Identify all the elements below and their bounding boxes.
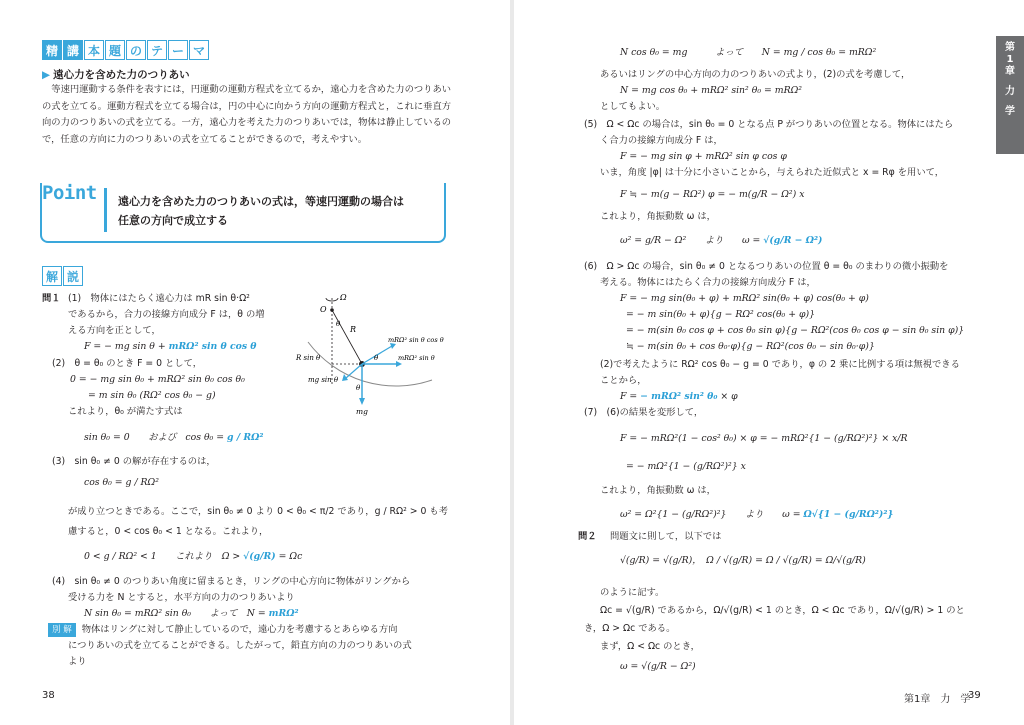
equation: F = − mRΩ²(1 − cos² θ₀) × φ = − mRΩ²{1 − (g/RΩ²)²} × x/R — [620, 433, 908, 444]
answer-line: (4) sin θ₀ ≠ 0 のつりあい角度に留まるとき，リングの中心方向に物体がリングから — [52, 576, 411, 587]
answer-line: これより，角振動数 ω は， — [600, 211, 716, 222]
answer-line: より — [68, 656, 87, 667]
triangle-icon: ▶ — [42, 69, 51, 81]
kaisetsu-char: 説 — [63, 266, 83, 286]
answer-line: える方向を正として， — [68, 325, 161, 336]
answer-line: 考える。物体にはたらく合力の接線方向成分 F は， — [600, 277, 816, 288]
page-number-right: 39 — [968, 690, 981, 701]
equation: √(g/R) = √(g/R)， Ω / √(g/R) = Ω / √(g/R) = Ω/√(g/R) — [620, 555, 866, 566]
page-number-left: 38 — [42, 690, 55, 701]
equation: ω² = Ω²{1 − (g/RΩ²)²} より ω = Ω√{1 − (g/RΩ²)²} — [620, 509, 894, 520]
section-header — [42, 40, 209, 60]
answer-line: (6) Ω > Ωc の場合，sin θ₀ ≠ 0 となるつりあいの位置 θ = θ₀ のまわりの微小振動を — [584, 261, 949, 272]
equation: = − mΩ²{1 − (g/RΩ²)²} x — [626, 461, 746, 472]
radius-line — [332, 310, 362, 364]
header-char: テ — [147, 40, 167, 60]
betsu-badge: 別 解 — [48, 623, 76, 637]
answer-line: のように記す。 — [600, 587, 665, 598]
point-text: 遠心力を含めた力のつりあいの式は，等速円運動の場合は 任意の方向で成立する — [118, 195, 404, 227]
fig-label: R — [350, 325, 357, 334]
answer-line: あるいはリングの中心方向の力のつりあいの式より，(2)の式を考慮して， — [600, 69, 911, 80]
answer-line: 受ける力を N とすると，水平方向の力のつりあいより — [68, 592, 295, 603]
fig-label: mRΩ² sin θ — [398, 354, 435, 362]
equation: = − m sin(θ₀ + φ){g − RΩ² cos(θ₀ + φ)} — [626, 309, 816, 320]
equation: sin θ₀ = 0 および cos θ₀ = g / RΩ² — [84, 432, 264, 443]
header-char: 講 — [63, 40, 83, 60]
header-char: の — [126, 40, 146, 60]
equation: 0 = − mg sin θ₀ + mRΩ² sin θ₀ cos θ₀ — [70, 374, 245, 385]
question-2-label: 問２ — [578, 531, 597, 542]
equation: cos θ₀ = g / RΩ² — [84, 477, 159, 488]
answer-line: 別 解 物体はリングに対して静止しているので，遠心力を考慮するとあらゆる方向 — [48, 623, 397, 637]
answer-line: き，Ω > Ωc である。 — [584, 623, 676, 634]
chapter-footer: 第1章 力 学 — [904, 694, 971, 705]
equation: ω = √(g/R − Ω²) — [620, 661, 696, 672]
fig-label: mRΩ² sin θ cos θ — [388, 336, 444, 344]
answer-line: (2) θ = θ₀ のとき F = 0 として， — [52, 358, 202, 369]
answer-line: としてもよい。 — [600, 101, 666, 112]
equation: ≒ − m(sin θ₀ + cos θ₀·φ){g − RΩ²(cos θ₀ − sin θ₀·φ)} — [626, 341, 875, 352]
answer-line: (3) sin θ₀ ≠ 0 の解が存在するのは， — [52, 456, 216, 467]
answer-line: 問題文に則して，以下では — [610, 531, 722, 542]
point-label: Point — [42, 182, 97, 204]
header-char: 題 — [105, 40, 125, 60]
answer-line: (7) (6)の結果を変形して， — [584, 407, 704, 418]
answer-line: (5) Ω < Ωc の場合は，sin θ₀ = 0 となる点 P がつりあいの位置となる。物体にはたら — [584, 119, 954, 130]
intro-paragraph: 等速円運動する条件を表すには，円運動の運動方程式を立てるか，遠心力を含めた力のつりあいの式を立てる。運動方程式を立てる場合は，円の中心に向かう方向の運動方程式と，これに垂直方向の力のつりあいの式を立てる。一方，遠心力を考えた力のつりあいでは，物体は静止しているので，任意の方向に力のつりあいの式を立てることができるので，考えやすい。 — [42, 84, 452, 145]
kaisetsu-header — [42, 266, 83, 286]
header-char: マ — [189, 40, 209, 60]
spread-gutter — [510, 0, 514, 725]
answer-line: (1) 物体にはたらく遠心力は mR sin θ·Ω² — [68, 293, 250, 304]
gravity-tangent-arrow — [346, 364, 362, 378]
header-char: 精 — [42, 40, 62, 60]
subheading: ▶ 遠心力を含めた力のつりあい — [42, 69, 190, 81]
fig-label: mg sin θ — [308, 376, 339, 384]
fig-label: R sin θ — [296, 354, 321, 362]
equation: ω² = g/R − Ω² より ω = √(g/R − Ω²) — [620, 235, 823, 246]
fig-label: θ — [356, 384, 361, 392]
answer-line: であるから，合力の接線方向成分 F は，θ の増 — [68, 309, 265, 320]
fig-label: Ω — [340, 293, 347, 302]
header-char: 本 — [84, 40, 104, 60]
header-char: ー — [168, 40, 188, 60]
equation: F = − mg sin φ + mRΩ² sin φ cos φ — [620, 151, 787, 162]
fig-label: θ — [374, 354, 379, 362]
answer-line: く合力の接線方向成分 F は， — [600, 135, 723, 146]
answer-line: が成り立つときである。ここで，sin θ₀ ≠ 0 より 0 < θ₀ < π/2 であり，g / RΩ² > 0 も考 — [68, 506, 448, 517]
fig-label: mg — [356, 407, 368, 416]
point-divider — [104, 188, 107, 232]
answer-line: これより，角振動数 ω は， — [600, 485, 716, 496]
equation: = m sin θ₀ (RΩ² cos θ₀ − g) — [88, 390, 216, 401]
answer-line: ことから， — [600, 375, 647, 386]
kaisetsu-char: 解 — [42, 266, 62, 286]
equation: F = − mg sin θ + mRΩ² sin θ cos θ — [84, 341, 257, 352]
fig-label: O — [320, 305, 327, 314]
equation: N = mg cos θ₀ + mRΩ² sin² θ₀ = mRΩ² — [620, 85, 803, 96]
answer-line: いま，角度 |φ| は十分に小さいことから，与えられた近似式と x = Rφ を用いて， — [600, 167, 945, 178]
answer-line: これより，θ₀ が満たす式は — [68, 406, 183, 417]
equation: 0 < g / RΩ² < 1 これより Ω > √(g/R) = Ωc — [84, 551, 303, 562]
equation: N sin θ₀ = mRΩ² sin θ₀ よって N = mRΩ² — [84, 608, 299, 619]
answer-line: Ωc = √(g/R) であるから，Ω/√(g/R) < 1 のとき，Ω < Ωc であり，Ω/√(g/R) > 1 のと — [600, 605, 965, 616]
equation: F ≒ − m(g − RΩ²) φ = − m(g/R − Ω²) x — [620, 189, 805, 200]
fig-label: θ — [336, 320, 341, 328]
equation: F = − mRΩ² sin² θ₀ × φ — [620, 391, 738, 402]
answer-line: (2)で考えたように RΩ² cos θ₀ − g = 0 であり，φ の 2 乗に比例する項は無視できる — [600, 359, 960, 370]
answer-line: まず，Ω < Ωc のとき， — [600, 641, 700, 652]
ring-force-diagram — [292, 288, 460, 420]
equation: N cos θ₀ = mg よって N = mg / cos θ₀ = mRΩ² — [620, 47, 877, 58]
question-1-label: 問１ — [42, 293, 61, 304]
equation: = − m(sin θ₀ cos φ + cos θ₀ sin φ){g − RΩ²(cos θ₀ cos φ − sin θ₀ sin φ)} — [626, 325, 965, 336]
answer-line: 慮すると，0 < cos θ₀ < 1 となる。これより， — [68, 526, 269, 537]
answer-line: につりあいの式を立てることができる。したがって，鉛直方向の力のつりあいの式 — [68, 640, 412, 651]
chapter-tab: 第 1 章 力 学 — [996, 36, 1024, 154]
equation: F = − mg sin(θ₀ + φ) + mRΩ² sin(θ₀ + φ) cos(θ₀ + φ) — [620, 293, 869, 304]
